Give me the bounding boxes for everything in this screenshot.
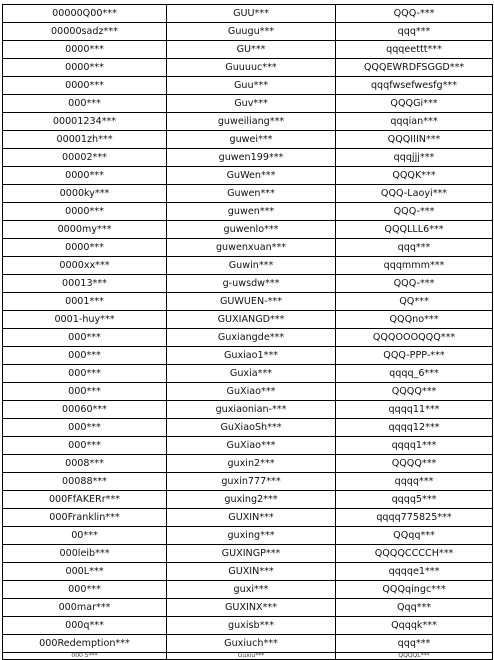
table-row [3, 383, 493, 401]
table-cell[interactable]: guxing*** [167, 527, 336, 545]
table-row [3, 23, 493, 41]
table-cell[interactable]: guxin2*** [167, 455, 336, 473]
table-row [3, 131, 493, 149]
table-cell[interactable]: guweiliang*** [167, 113, 336, 131]
table-cell[interactable]: guxiaonian-*** [167, 401, 336, 419]
table-row [3, 203, 493, 221]
table-cell[interactable]: GUU*** [167, 5, 336, 23]
table-cell[interactable]: QQQK*** [336, 167, 493, 185]
table-cell[interactable]: 00001zh*** [3, 131, 167, 149]
table-row [3, 113, 493, 131]
table-cell[interactable]: guwen*** [167, 203, 336, 221]
table-row [3, 167, 493, 185]
table-cell[interactable]: QQQLLL6*** [336, 221, 493, 239]
table-cell[interactable]: 00002*** [3, 149, 167, 167]
table-row [3, 599, 493, 617]
table-cell[interactable]: g-uwsdw*** [167, 275, 336, 293]
table-row [3, 275, 493, 293]
table-cell[interactable]: GUXINGP*** [167, 545, 336, 563]
data-table [2, 4, 493, 660]
table-cell[interactable]: Guuuuc*** [167, 59, 336, 77]
table-cell[interactable]: Guwen*** [167, 185, 336, 203]
table-cell[interactable]: Guu*** [167, 77, 336, 95]
table-cell[interactable]: qqqian*** [336, 113, 493, 131]
table-cell[interactable]: GuXiao*** [167, 437, 336, 455]
table-cell[interactable]: 000*** [3, 95, 167, 113]
table-cell[interactable]: QQQIIIN*** [336, 131, 493, 149]
table-cell[interactable]: 000q*** [3, 617, 167, 635]
table-cell[interactable]: 000FfAKERr*** [3, 491, 167, 509]
table-row [3, 257, 493, 275]
table-row [3, 239, 493, 257]
table-cell[interactable]: 000Redemption*** [3, 635, 167, 653]
table-cell[interactable]: Qqqqk*** [336, 617, 493, 635]
table-cell[interactable]: 0000*** [3, 77, 167, 95]
table-row [3, 419, 493, 437]
table-cell[interactable]: GUXINX*** [167, 599, 336, 617]
table-cell[interactable]: QQQQCCCCH*** [336, 545, 493, 563]
table-cell[interactable]: GuXiaoSh*** [167, 419, 336, 437]
table-row [3, 473, 493, 491]
table-cell[interactable]: QQQ-PPP-*** [336, 347, 493, 365]
table-cell[interactable]: qqqq5*** [336, 491, 493, 509]
table-cell[interactable]: qqqq_6*** [336, 365, 493, 383]
table-cell[interactable]: guwen199*** [167, 149, 336, 167]
table-cell[interactable]: 000*** [3, 437, 167, 455]
table-cell[interactable]: qqqqe1*** [336, 563, 493, 581]
table-cell[interactable]: GUXIN*** [167, 563, 336, 581]
table-cell[interactable]: 00000Q00*** [3, 5, 167, 23]
table-row [3, 491, 493, 509]
table-row [3, 95, 493, 113]
table-row [3, 509, 493, 527]
table-cell[interactable]: qqqq775825*** [336, 509, 493, 527]
table-cell[interactable]: QQ*** [336, 293, 493, 311]
table-cell[interactable]: qqqjjj*** [336, 149, 493, 167]
table-cell[interactable]: 000*** [3, 419, 167, 437]
table-cell[interactable]: Guxiu*** [167, 653, 336, 660]
table-cell[interactable]: qqq*** [336, 23, 493, 41]
table-cell[interactable]: GU*** [167, 41, 336, 59]
table-row [3, 365, 493, 383]
table-cell[interactable]: Guxiuch*** [167, 635, 336, 653]
table-cell[interactable]: qqqeettt*** [336, 41, 493, 59]
table-cell[interactable]: 000*** [3, 347, 167, 365]
table-cell[interactable]: 0000my*** [3, 221, 167, 239]
table-cell[interactable]: 0000*** [3, 59, 167, 77]
table-cell[interactable]: QQQQ*** [336, 383, 493, 401]
table-row [3, 329, 493, 347]
table-cell[interactable]: qqq*** [336, 635, 493, 653]
table-cell[interactable]: Guv*** [167, 95, 336, 113]
table-cell[interactable]: Guugu*** [167, 23, 336, 41]
table-cell[interactable]: 0000*** [3, 167, 167, 185]
table-cell[interactable]: 00001234*** [3, 113, 167, 131]
table-cell[interactable]: qqqq11*** [336, 401, 493, 419]
table-cell[interactable]: 0001-huy*** [3, 311, 167, 329]
table-cell[interactable]: Guxiao1*** [167, 347, 336, 365]
table-row [3, 653, 493, 660]
table-cell[interactable]: 00*** [3, 527, 167, 545]
table-cell[interactable]: GuWen*** [167, 167, 336, 185]
table-cell[interactable]: GUWUEN-*** [167, 293, 336, 311]
table-row [3, 581, 493, 599]
table-row [3, 401, 493, 419]
table-cell[interactable]: QQQqingc*** [336, 581, 493, 599]
table-cell[interactable]: qqq*** [336, 239, 493, 257]
table-cell[interactable]: GuXiao*** [167, 383, 336, 401]
table-row [3, 455, 493, 473]
table-cell[interactable]: 0000*** [3, 203, 167, 221]
table-row [3, 347, 493, 365]
table-row [3, 563, 493, 581]
table-cell[interactable]: QQQEWRDFSGGD*** [336, 59, 493, 77]
table-cell[interactable]: Guxia*** [167, 365, 336, 383]
table-cell[interactable]: guwenxuan*** [167, 239, 336, 257]
table-cell[interactable]: 0000xx*** [3, 257, 167, 275]
table-row [3, 545, 493, 563]
table-cell[interactable]: guxin777*** [167, 473, 336, 491]
table-cell[interactable]: 000*** [3, 329, 167, 347]
table-cell[interactable]: QQQGi*** [336, 95, 493, 113]
table-cell[interactable]: 0001*** [3, 293, 167, 311]
table-cell[interactable]: Guwin*** [167, 257, 336, 275]
table-row [3, 437, 493, 455]
table-cell[interactable]: QQQ-*** [336, 203, 493, 221]
table-cell[interactable]: 000leib*** [3, 545, 167, 563]
table-cell[interactable]: guwenlo*** [167, 221, 336, 239]
table-row [3, 41, 493, 59]
table-cell[interactable]: guxisb*** [167, 617, 336, 635]
table-cell[interactable]: qqqq1*** [336, 437, 493, 455]
table-row [3, 5, 493, 23]
table-cell[interactable]: 000*** [3, 365, 167, 383]
table-row [3, 221, 493, 239]
table-row [3, 311, 493, 329]
table-cell[interactable]: 000L*** [3, 563, 167, 581]
table-cell[interactable]: qqqq12*** [336, 419, 493, 437]
table-cell[interactable]: guwei*** [167, 131, 336, 149]
table-cell[interactable]: QQQQL*** [336, 653, 493, 660]
table-cell[interactable]: Guxiangde*** [167, 329, 336, 347]
table-row [3, 77, 493, 95]
table-cell[interactable]: QQQQ*** [336, 455, 493, 473]
table-cell[interactable]: qqqfwsefwesfg*** [336, 77, 493, 95]
table-cell[interactable]: 000 S*** [3, 653, 167, 660]
table-cell[interactable]: Qqq*** [336, 599, 493, 617]
table-cell[interactable]: 000Franklin*** [3, 509, 167, 527]
spreadsheet [2, 4, 492, 660]
table-row [3, 527, 493, 545]
table-cell[interactable]: QQqq*** [336, 527, 493, 545]
table-cell[interactable]: 00088*** [3, 473, 167, 491]
table-cell[interactable]: 00060*** [3, 401, 167, 419]
table-row [3, 635, 493, 653]
table-cell[interactable]: GUXIANGD*** [167, 311, 336, 329]
table-cell[interactable]: 000*** [3, 383, 167, 401]
table-row [3, 617, 493, 635]
table-cell[interactable]: 0000*** [3, 41, 167, 59]
table-cell[interactable]: QQQno*** [336, 311, 493, 329]
table-cell[interactable]: QQQOOOQQQ*** [336, 329, 493, 347]
table-cell[interactable]: QQQ-Laoyi*** [336, 185, 493, 203]
table-cell[interactable]: 0000*** [3, 239, 167, 257]
table-cell[interactable]: guxi*** [167, 581, 336, 599]
table-cell[interactable]: QQQ-*** [336, 275, 493, 293]
table-row [3, 293, 493, 311]
table-cell[interactable]: qqqq*** [336, 473, 493, 491]
table-row [3, 185, 493, 203]
table-cell[interactable]: guxing2*** [167, 491, 336, 509]
table-cell[interactable]: 00013*** [3, 275, 167, 293]
table-cell[interactable]: GUXIN*** [167, 509, 336, 527]
table-cell[interactable]: 000mar*** [3, 599, 167, 617]
table-cell[interactable]: qqqmmm*** [336, 257, 493, 275]
table-cell[interactable]: QQQ-*** [336, 5, 493, 23]
table-cell[interactable]: 000*** [3, 581, 167, 599]
table-cell[interactable]: 0000ky*** [3, 185, 167, 203]
table-row [3, 59, 493, 77]
table-row [3, 149, 493, 167]
table-cell[interactable]: 0008*** [3, 455, 167, 473]
table-cell[interactable]: 00000sadz*** [3, 23, 167, 41]
